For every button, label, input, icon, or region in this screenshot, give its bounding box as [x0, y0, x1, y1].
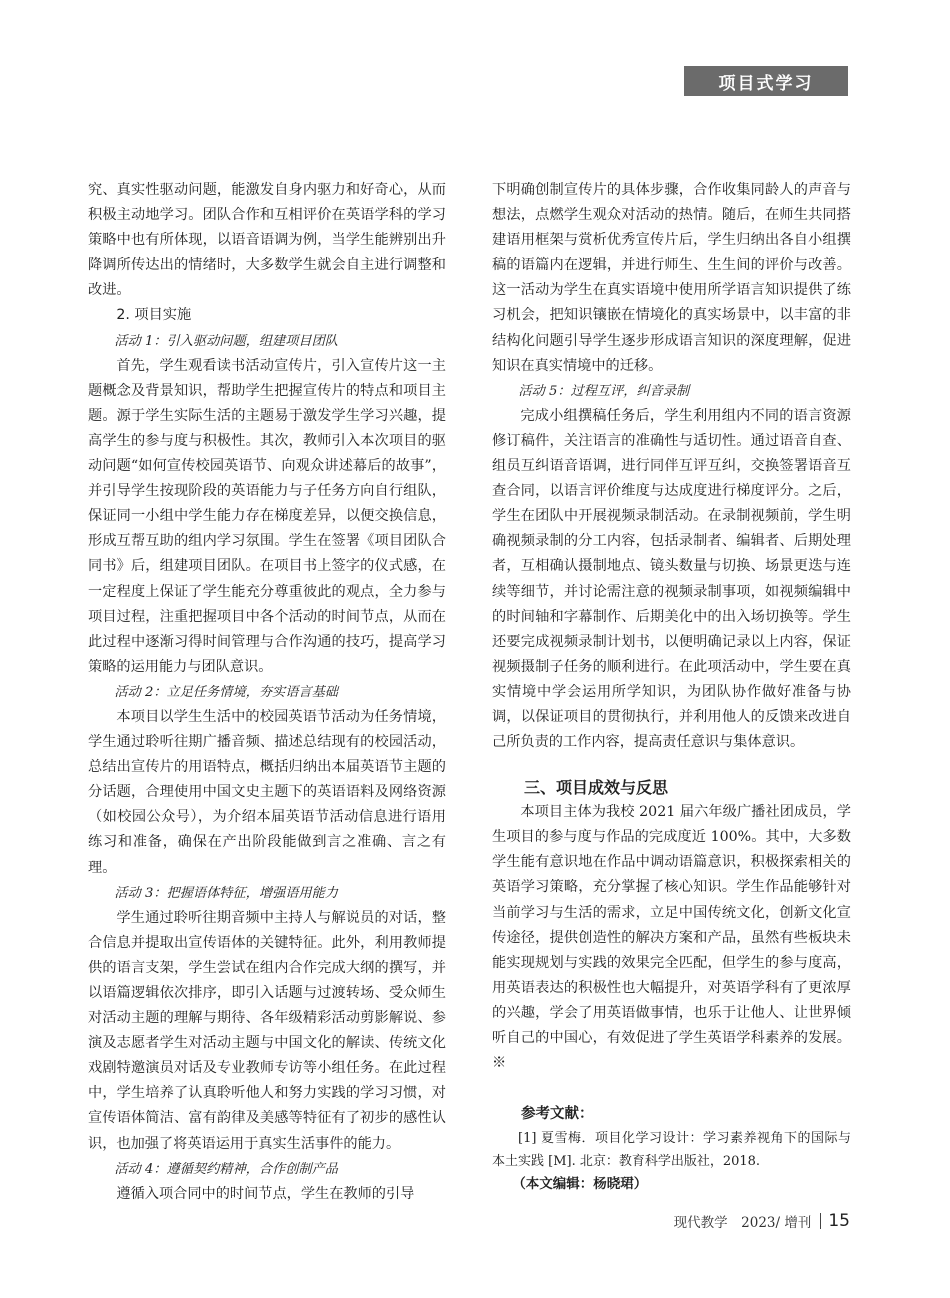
footer-divider	[820, 1213, 821, 1229]
journal-name: 现代教学 2023/ 增刊	[673, 1215, 812, 1231]
activity-5-text: 完成小组撰稿任务后，学生利用组内不同的语言资源修订稿件，关注语言的准确性与适切性。通过语音自查、组员互纠语音语调，进行同伴互评互纠，交换签署语音互查合同，以语言评价维度与达成度进行梯度评分。之后，学生在团队中开展视频录制活动。在录制视频前，学生明确视频录制的分工内容，包括录制者、编辑者、后期处理者，互相确认摄制地点、镜头数量与切换、场景更迭与连续等细节，并讨论需注意的视频录制事项，如视频编辑中的时间轴和字幕制作、后期美化中的出入场切换等。学生还要完成视频录制计划书，以便明确记录以上内容，保证视频摄制子任务的顺利进行。在此项活动中，学生要在真实情境中学会运用所学知识，为团队协作做好准备与协调，以保证项目的贯彻执行，并利用他人的反馈来改进自己所负责的工作内容，提高责任意识与集体意识。	[492, 407, 851, 751]
activity-5-title: 活动 5：过程互评，纠音录制	[518, 383, 690, 399]
results-text: 本项目主体为我校 2021 届六年级广播社团成员，学生项目的参与度与作品的完成度近 100%。其中，大多数学生能有意识地在作品中调动语篇意识，积极探索相关的英语学习策略，充分掌握了核心知识。学生作品能够针对当前学习与生活的需求，立足中国传统文化，创新文化宣传途径，提供创造性的解决方案和产品，虽然有些板块未能实现规划与实践的效果完全匹配，但学生的参与度高，用英语表达的积极性也大幅提升，对英语学科有了更浓厚的兴趣，学会了用英语做事情，也乐于让他人、让世界倾听自己的中国心，有效促进了学生英语学科素养的发展。※	[492, 804, 851, 1072]
activity-2-title: 活动 2：立足任务情境，夯实语言基础	[114, 684, 338, 700]
editor-credit: （本文编辑：杨晓珺）	[512, 1176, 648, 1193]
paragraph-continuation: 究、真实性驱动问题，能激发自身内驱力和好奇心，从而积极主动地学习。团队合作和互相评价在英语学科的学习策略中也有所体现，以语音语调为例，当学生能辨别出升降调所传达出的情绪时，大多数学生就会自主进行调整和改进。	[88, 182, 446, 299]
heading-results: 三、项目成效与反思	[524, 778, 669, 798]
right-column	[492, 178, 851, 1196]
activity-3-text: 学生通过聆听往期音频中主持人与解说员的对话，整合信息并提取出宣传语体的关键特征。此外，利用教师提供的语言支架，学生尝试在组内合作完成大纲的撰写，并以语篇逻辑依次排序，即引入话题与过渡转场、受众师生对活动主题的理解与期待、各年级精彩活动剪影解说、参演及志愿者学生对活动主题与中国文化的解读、传统文化戏剧特邀演员对话及专业教师专访等小组任务。在此过程中，学生培养了认真聆听他人和努力实践的学习习惯，对宣传语体简洁、富有韵律及美感等特征有了初步的感性认识，也加强了将英语运用于真实生活事件的能力。	[88, 909, 446, 1152]
activity-4-text: 遵循入项合同中的时间节点，学生在教师的引导	[116, 1185, 415, 1202]
page-footer	[674, 1211, 850, 1231]
heading-implementation: 2. 项目实施	[116, 307, 192, 324]
activity-3-title: 活动 3：把握语体特征，增强语用能力	[114, 885, 338, 901]
activity-4-title: 活动 4：遵循契约精神，合作创制产品	[114, 1161, 338, 1177]
section-banner: 项目式学习	[684, 66, 848, 96]
activity-2-text: 本项目以学生生活中的校园英语节活动为任务情境，学生通过聆听往期广播音频、描述总结现有的校园活动，总结出宣传片的用语特点，概括归纳出本届英语节主题的分话题，合理使用中国文史主题下的英语语料及网络资源（如校园公众号），为介绍本届英语节活动信息进行语用练习和准备，确保在产出阶段能做到言之准确、言之有理。	[88, 708, 446, 876]
left-column	[88, 178, 446, 1207]
references-heading: 参考文献：	[521, 1106, 594, 1123]
activity-1-text: 首先，学生观看读书活动宣传片，引入宣传片这一主题概念及背景知识，帮助学生把握宣传片的特点和项目主题。源于学生实际生活的主题易于激发学生学习兴趣，提高学生的参与度与积极性。其次，教师引入本次项目的驱动问题“如何宣传校园英语节、向观众讲述幕后的故事”，并引导学生按现阶段的英语能力与子任务方向自行组队，保证同一小组中学生能力存在梯度差异，以便交换信息，形成互帮互助的组内学习氛围。学生在签署《项目团队合同书》后，组建项目团队。在项目书上签字的仪式感，在一定程度上保证了学生能充分尊重彼此的观点，全力参与项目过程，注重把握项目中各个活动的时间节点，从而在此过程中逐渐习得时间管理与合作沟通的技巧，提高学习策略的运用能力与团队意识。	[88, 357, 446, 675]
activity-4-continuation: 下明确创制宣传片的具体步骤，合作收集同龄人的声音与想法，点燃学生观众对活动的热情。随后，在师生共同搭建语用框架与赏析优秀宣传片后，学生归纳出各自小组撰稿的语篇内在逻辑，并进行师生、生生间的评价与改善。这一活动为学生在真实语境中使用所学语言知识提供了练习机会，把知识镶嵌在情境化的真实场景中，以丰富的非结构化问题引导学生逐步形成语言知识的深度理解，促进知识在真实情境中的迁移。	[492, 182, 851, 374]
activity-1-title: 活动 1：引入驱动问题，组建项目团队	[114, 333, 338, 349]
reference-item: [1] 夏雪梅．项目化学习设计：学习素养视角下的国际与本土实践 [M]. 北京：教育科学出版社，2018.	[492, 1131, 851, 1170]
page-number: 15	[828, 1211, 850, 1231]
